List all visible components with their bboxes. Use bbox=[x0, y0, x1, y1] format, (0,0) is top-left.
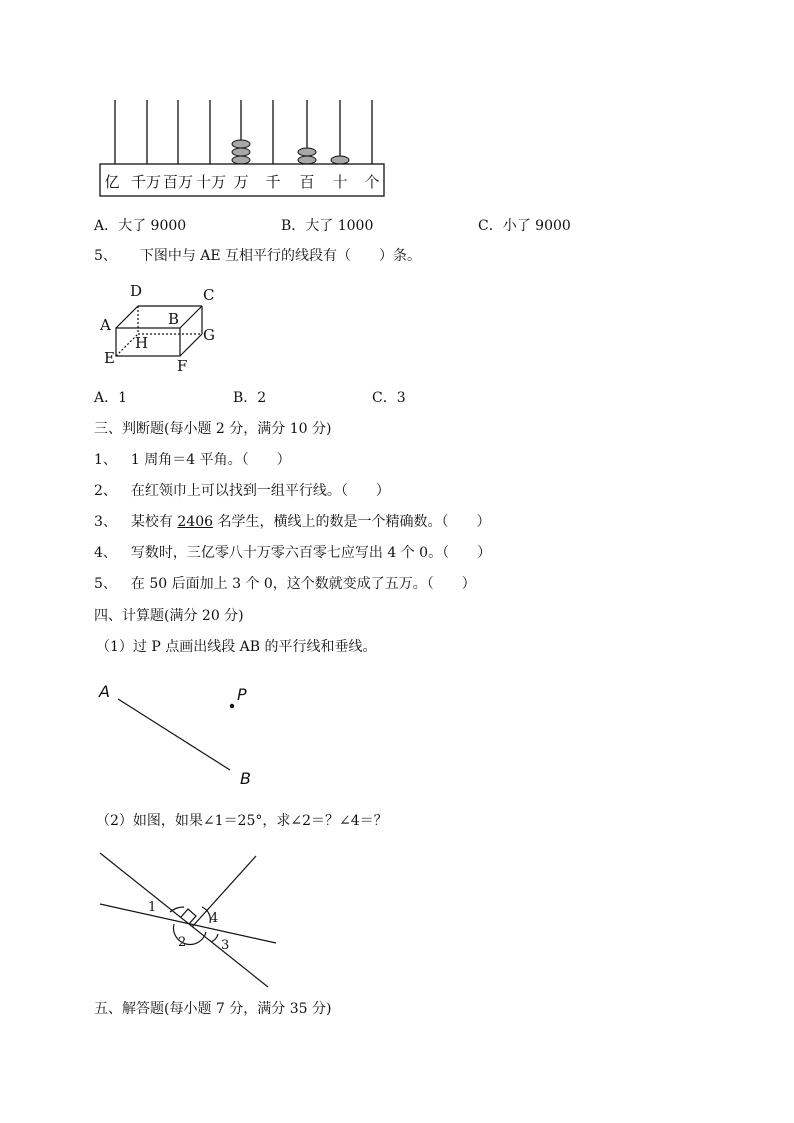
abacus-bead bbox=[232, 156, 250, 164]
calc-q1: （1）过 P 点画出线段 AB 的平行线和垂线。 bbox=[96, 639, 377, 655]
judge-item-text: 在红领巾上可以找到一组平行线。（ ） bbox=[130, 483, 390, 499]
section4-title: 四、计算题(满分 20 分) bbox=[94, 608, 244, 624]
judge-item-number: 3、 bbox=[94, 514, 117, 530]
calc-q2: （2）如图，如果∠1＝25°，求∠2＝？∠4＝？ bbox=[96, 813, 388, 829]
abacus-figure bbox=[0, 0, 794, 200]
angles-figure bbox=[0, 845, 794, 995]
angle-label-2: 2 bbox=[178, 935, 187, 950]
section3-title: 三、判断题(每小题 2 分，满分 10 分) bbox=[94, 421, 332, 437]
judge-item-1 bbox=[94, 450, 291, 470]
judge-item-5 bbox=[94, 574, 476, 594]
section5-title: 五、解答题(每小题 7 分，满分 35 分) bbox=[94, 1001, 332, 1017]
q4-option-c: C．小了 9000 bbox=[478, 218, 571, 234]
judge-item-number: 4、 bbox=[94, 545, 117, 561]
judge-item-text: 名学生，横线上的数是一个精确数。（ ） bbox=[213, 514, 491, 530]
point-p bbox=[230, 704, 234, 708]
abacus-place-label: 百万 bbox=[162, 173, 194, 191]
angle-label-4: 4 bbox=[210, 911, 219, 926]
abacus-place-label: 百 bbox=[299, 173, 315, 191]
q5-number: 5、 bbox=[94, 248, 117, 264]
judge-item-text: 写数时，三亿零八十万零六百零七应写出 4 个 0。（ ） bbox=[130, 545, 492, 561]
cube-label-c: C bbox=[203, 286, 215, 304]
judge-item-number: 2、 bbox=[94, 483, 117, 499]
q5-option-b: B．2 bbox=[233, 390, 267, 406]
abacus-bead bbox=[298, 148, 316, 156]
segment-ab-figure bbox=[0, 675, 794, 795]
q4-option-b: B．大了 1000 bbox=[281, 218, 374, 234]
label-p: P bbox=[237, 685, 247, 704]
cube-label-f: F bbox=[177, 357, 188, 375]
abacus-place-label: 亿 bbox=[104, 173, 120, 191]
abacus-place-label: 千 bbox=[265, 173, 281, 191]
abacus-place-label: 万 bbox=[233, 173, 249, 191]
judge-item-2 bbox=[94, 481, 390, 501]
abacus-place-label: 个 bbox=[364, 173, 380, 191]
judge-item-number: 1、 bbox=[94, 452, 117, 468]
cube-label-e: E bbox=[104, 349, 115, 367]
abacus-bead bbox=[331, 156, 349, 164]
q5-option-a: A．1 bbox=[94, 390, 128, 406]
abacus-place-labels bbox=[104, 173, 379, 191]
abacus-bead bbox=[232, 140, 250, 148]
cuboid-figure bbox=[0, 280, 794, 380]
q5-question bbox=[94, 246, 421, 266]
cube-label-h: H bbox=[135, 334, 149, 352]
cube-label-b: B bbox=[168, 310, 180, 328]
angle-label-3: 3 bbox=[221, 938, 230, 953]
cube-label-g: G bbox=[203, 326, 215, 344]
q4-option-a: A．大了 9000 bbox=[94, 218, 187, 234]
abacus-place-label: 十万 bbox=[195, 173, 227, 191]
abacus-place-label: 十 bbox=[332, 173, 348, 191]
judge-item-text: 在 50 后面加上 3 个 0，这个数就变成了五万。（ ） bbox=[130, 576, 476, 592]
abacus-bead bbox=[298, 156, 316, 164]
angle-label-1: 1 bbox=[148, 900, 157, 915]
abacus-beads bbox=[232, 140, 349, 164]
label-b: B bbox=[240, 769, 251, 788]
cube-label-a: A bbox=[100, 316, 111, 334]
judge-item-4 bbox=[94, 543, 491, 563]
abacus-place-label: 千万 bbox=[130, 173, 162, 191]
q5-option-c: C．3 bbox=[372, 390, 406, 406]
underlined-number: 2406 bbox=[177, 514, 214, 530]
abacus-bead bbox=[232, 148, 250, 156]
label-a: A bbox=[99, 682, 110, 701]
judge-item-text: 1 周角＝4 平角。（ ） bbox=[130, 452, 291, 468]
judge-item-3 bbox=[94, 512, 490, 532]
judge-item-number: 5、 bbox=[94, 576, 117, 592]
cube-label-d: D bbox=[130, 282, 143, 300]
q5-text: 下图中与 AE 互相平行的线段有（ ）条。 bbox=[139, 248, 422, 264]
judge-item-text: 某校有 bbox=[130, 514, 178, 530]
